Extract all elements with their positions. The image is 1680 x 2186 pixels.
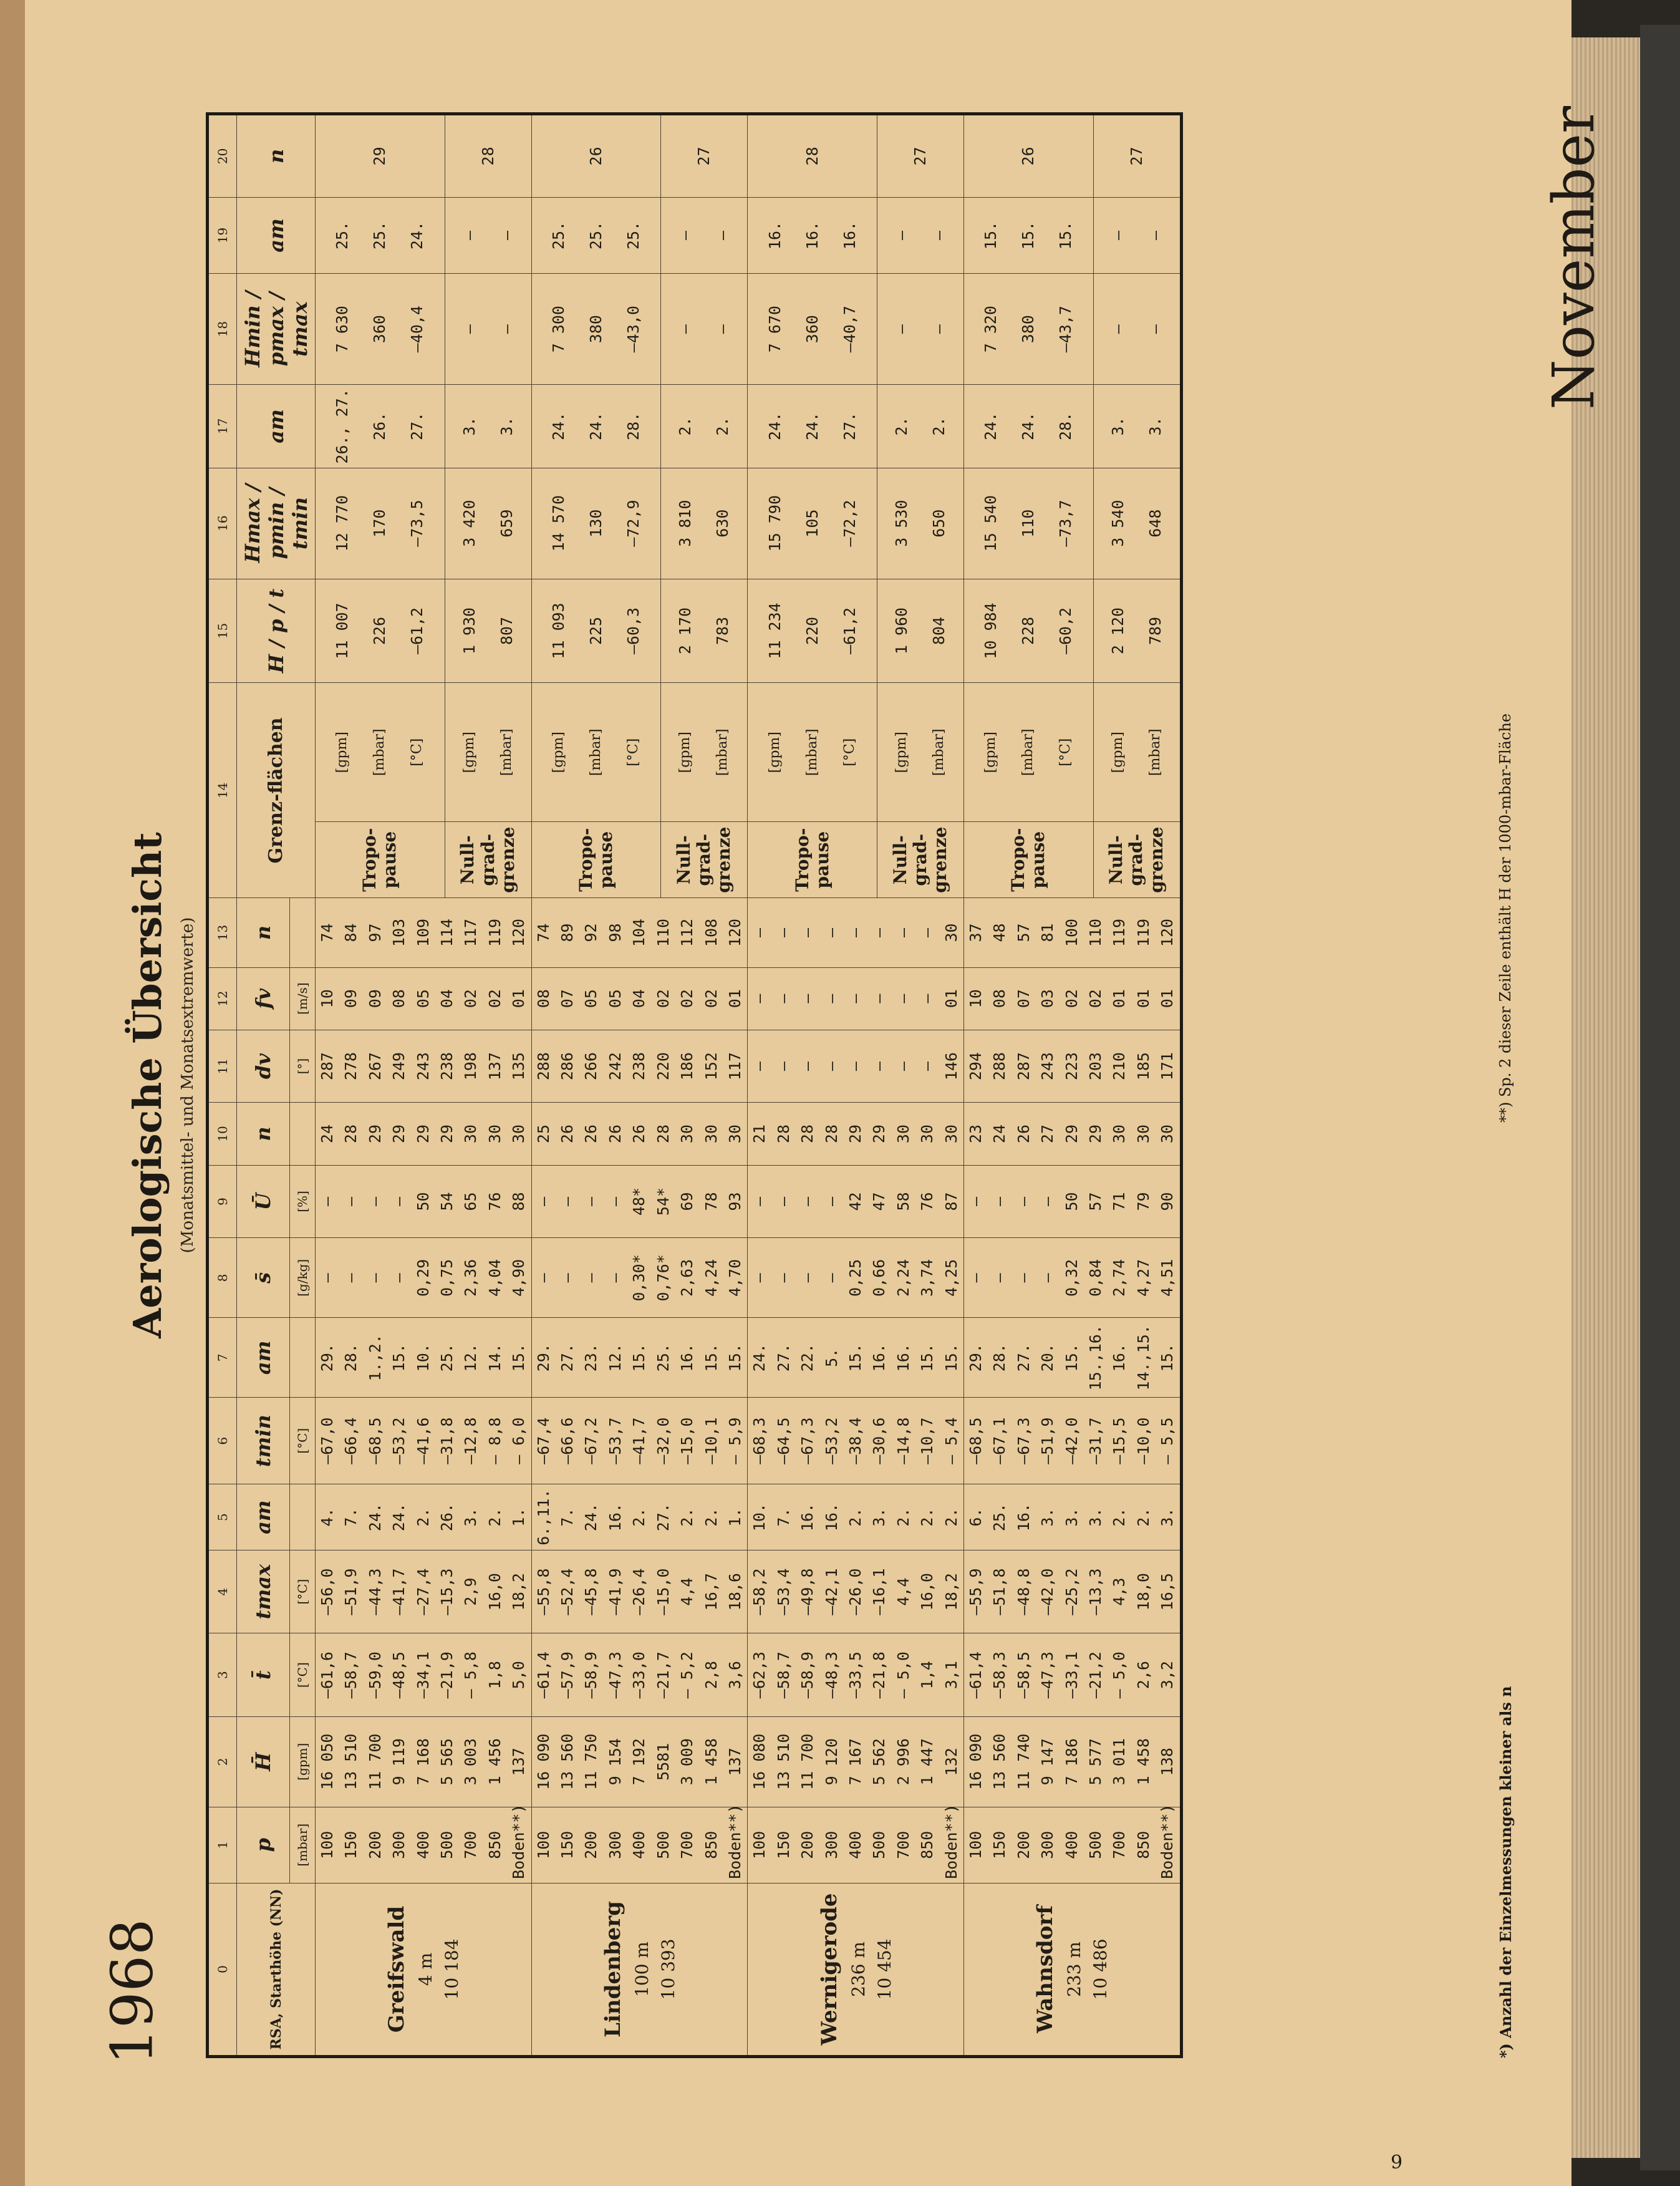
tropo-mean: 11 007 226 —61,2	[316, 579, 445, 683]
cell-tmin: —67,4 —66,6 —67,2 —53,7 —41,7 —32,0 —15,0 —10,1 — 5,9	[531, 1398, 748, 1484]
layer-null: Null-grad-grenze	[877, 821, 964, 897]
null-units: [gpm] [mbar]	[445, 683, 531, 822]
cell-s: — — — — 0,25 0,66 2,24 3,74 4,25	[748, 1238, 964, 1318]
tropo-mean: 11 093 225 —60,3	[531, 579, 661, 683]
cell-n: 21 28 28 28 29 29 30 30 30	[748, 1103, 964, 1165]
cell-t: —62,3 —58,7 —58,9 —48,3 —33,5 —21,8 — 5,0 1,4 3,1	[748, 1633, 964, 1716]
footnote-boden: **) Sp. 2 dieser Zeile enthält H der 1000-mbar-Fläche	[1497, 713, 1514, 1123]
page-number: 9	[1391, 2152, 1403, 2174]
cell-t: —61,4 —58,3 —58,5 —47,3 —33,1 —21,2 — 5,0 2,6 3,2	[963, 1633, 1181, 1716]
station-row	[531, 114, 661, 2057]
tropo-units: [gpm] [mbar] [°C]	[963, 683, 1093, 822]
tropo-am2: 25. 25. 24.	[316, 197, 445, 273]
tropo-max: 15 790 105 —72,2	[748, 468, 877, 579]
null-mean: 2 120 789	[1093, 579, 1181, 683]
tropo-am2: 25. 25. 25.	[531, 197, 661, 273]
null-max: 3 530 650	[877, 468, 964, 579]
null-min: — —	[445, 274, 531, 385]
null-min: — —	[661, 274, 748, 385]
station-row	[316, 114, 445, 2057]
null-n: 27	[877, 114, 964, 198]
layer-tropo: Tropo-pause	[748, 821, 877, 897]
layer-tropo: Tropo-pause	[316, 821, 445, 897]
tropo-min: 7 630 360 —40,4	[316, 274, 445, 385]
tropo-n: 26	[531, 114, 661, 198]
cell-fv: — — — — — — — — 01	[748, 967, 964, 1030]
page-subtitle: (Monatsmittel- und Monatsextremwerte)	[178, 917, 197, 1254]
cell-n2: 37 48 57 81 100 110 119 119 120	[963, 898, 1181, 967]
tropo-max: 12 770 170 —73,5	[316, 468, 445, 579]
station-id: 10 393	[657, 1938, 678, 2000]
column-header-row: RSA, Starthöhe (NN) p H̄ t̄ tmax am tmin am s̄ Ū n dv fv n Grenz-flächen H / p / t Hmax / pmin / tmin am Hmin / pmax / tmax am n	[237, 114, 290, 2057]
null-max: 3 540 648	[1093, 468, 1181, 579]
null-units: [gpm] [mbar]	[877, 683, 964, 822]
cell-tmin: —67,0 —66,4 —68,5 —53,2 —41,6 —31,8 —12,8 — 8,8 — 6,0	[316, 1398, 532, 1484]
cell-p: 100 150 200 300 400 500 700 850 Boden**)	[531, 1807, 748, 1883]
cell-s: — — — — 0,32 0,84 2,74 4,27 4,51	[963, 1238, 1181, 1318]
cell-am_max: 10. 7. 16. 16. 2. 3. 2. 2. 2.	[748, 1484, 964, 1550]
cell-am_max: 4. 7. 24. 24. 2. 26. 3. 2. 1.	[316, 1484, 532, 1550]
layer-null: Null-grad-grenze	[1093, 821, 1181, 897]
layer-null: Null-grad-grenze	[445, 821, 531, 897]
cell-H: 16 080 13 510 11 700 9 120 7 167 5 562 2 996 1 447 132	[748, 1716, 964, 1807]
cell-dv: — — — — — — — — 146	[748, 1030, 964, 1103]
cell-n2: — — — — — — — — 30	[748, 898, 964, 967]
tropo-am1: 24. 24. 28.	[963, 385, 1093, 468]
station-label: Wahnsdorf	[1033, 1905, 1058, 2033]
null-mean: 2 170 783	[661, 579, 748, 683]
unit-row: [mbar] [gpm] [°C] [°C] [°C] [g/kg] [%] [°] [m/s]	[290, 114, 316, 2057]
column-number-row: 0 1 2 3 4 5 6 7 8 9 10 11 12 13 14 15 16 17 18 19 20	[208, 114, 237, 2057]
null-n: 27	[661, 114, 748, 198]
tropo-units: [gpm] [mbar] [°C]	[748, 683, 877, 822]
footnote-anzahl: *) Anzahl der Einzelmessungen kleiner als n	[1497, 1686, 1515, 2058]
cell-am_max: 6. 25. 16. 3. 3. 3. 2. 2. 3.	[963, 1484, 1181, 1550]
null-max: 3 810 630	[661, 468, 748, 579]
station-label: Lindenberg	[600, 1901, 625, 2038]
cell-dv: 288 286 266 242 238 220 186 152 117	[531, 1030, 748, 1103]
cell-am_max: 6.,11. 7. 24. 16. 2. 27. 2. 2. 1.	[531, 1484, 748, 1550]
aerology-table	[206, 112, 1183, 2058]
tropo-am1: 24. 24. 28.	[531, 385, 661, 468]
null-am1: 2. 2.	[877, 385, 964, 468]
tropo-n: 29	[316, 114, 445, 198]
tropo-max: 15 540 110 —73,7	[963, 468, 1093, 579]
tropo-n: 26	[963, 114, 1093, 198]
cell-am_min: 24. 27. 22. 5. 15. 16. 16. 15. 15.	[748, 1318, 964, 1398]
cell-n2: 74 89 92 98 104 110 112 108 120	[531, 898, 748, 967]
cell-fv: 08 07 05 05 04 02 02 02 01	[531, 967, 748, 1030]
cell-s: — — — — 0,30* 0,76* 2,63 4,24 4,70	[531, 1238, 748, 1318]
null-am1: 3. 3.	[445, 385, 531, 468]
station-name	[963, 1883, 1181, 2056]
cell-fv: 10 08 07 03 02 02 01 01 01	[963, 967, 1181, 1030]
month-label: November	[1540, 106, 1607, 410]
cell-tmax: —58,2 —53,4 —49,8 —42,1 —26,0 —16,1 4,4 16,0 18,2	[748, 1550, 964, 1633]
tropo-am1: 24. 24. 27.	[748, 385, 877, 468]
tropo-min: 7 300 380 —43,0	[531, 274, 661, 385]
cell-tmax: —55,9 —51,8 —48,8 —42,0 —25,2 —13,3 4,3 18,0 16,5	[963, 1550, 1181, 1633]
tropo-am1: 26., 27. 26. 27.	[316, 385, 445, 468]
null-max: 3 420 659	[445, 468, 531, 579]
cell-tmin: —68,3 —64,5 —67,3 —53,2 —38,4 —30,6 —14,8 —10,7 — 5,4	[748, 1398, 964, 1484]
cell-H: 16 090 13 560 11 740 9 147 7 186 5 577 3 011 1 458 138	[963, 1716, 1181, 1807]
cell-n: 23 24 26 27 29 29 30 30 30	[963, 1103, 1181, 1165]
tropo-min: 7 320 380 —43,7	[963, 274, 1093, 385]
tropo-am2: 15. 15. 15.	[963, 197, 1093, 273]
station-row	[963, 114, 1093, 2057]
cell-am_min: 29. 28. 1.,2. 15. 10. 25. 12. 14. 15.	[316, 1318, 532, 1398]
layer-tropo: Tropo-pause	[531, 821, 661, 897]
cell-dv: 294 288 287 243 223 203 210 185 171	[963, 1030, 1181, 1103]
null-am1: 3. 3.	[1093, 385, 1181, 468]
cell-U: — — — — 50 54 65 76 88	[316, 1165, 532, 1238]
tropo-mean: 11 234 220 —61,2	[748, 579, 877, 683]
null-mean: 1 930 807	[445, 579, 531, 683]
layer-tropo: Tropo-pause	[963, 821, 1093, 897]
null-min: — —	[877, 274, 964, 385]
station-id: 10 486	[1090, 1938, 1111, 2000]
null-mean: 1 960 804	[877, 579, 964, 683]
station-height: 4 m	[415, 1952, 437, 1986]
tropo-mean: 10 984 228 —60,2	[963, 579, 1093, 683]
station-height: 236 m	[847, 1942, 869, 1997]
tropo-units: [gpm] [mbar] [°C]	[531, 683, 661, 822]
cell-H: 16 050 13 510 11 700 9 119 7 168 5 565 3 003 1 456 137	[316, 1716, 532, 1807]
null-am1: 2. 2.	[661, 385, 748, 468]
rotated-content	[125, 112, 1534, 2058]
tropo-units: [gpm] [mbar] [°C]	[316, 683, 445, 822]
station-label: Wernigerode	[816, 1893, 842, 2046]
tropo-am2: 16. 16. 16.	[748, 197, 877, 273]
cell-am_min: 29. 28. 27. 20. 15. 15.,16. 16. 14.,15. 15.	[963, 1318, 1181, 1398]
cell-p: 100 150 200 300 400 500 700 850 Boden**)	[748, 1807, 964, 1883]
cell-am_min: 29. 27. 23. 12. 15. 25. 16. 15. 15.	[531, 1318, 748, 1398]
left-page-edge	[0, 0, 25, 2186]
station-name	[316, 1883, 532, 2056]
cell-U: — — — — 48* 54* 69 78 93	[531, 1165, 748, 1238]
cell-tmax: —56,0 —51,9 —44,3 —41,7 —27,4 —15,3 2,9 16,0 18,2	[316, 1550, 532, 1633]
station-row	[748, 114, 877, 2057]
null-am2: — —	[1093, 197, 1181, 273]
cell-tmax: —55,8 —52,4 —45,8 —41,9 —26,4 —15,0 4,4 16,7 18,6	[531, 1550, 748, 1633]
cell-U: — — — — 50 57 71 79 90	[963, 1165, 1181, 1238]
null-am2: — —	[877, 197, 964, 273]
page-title: Aerologische Übersicht	[125, 832, 170, 1338]
year-label: 1968	[99, 1918, 166, 2065]
station-id: 10 454	[874, 1938, 895, 2000]
null-n: 28	[445, 114, 531, 198]
cell-t: —61,4 —57,9 —58,9 —47,3 —33,0 —21,7 — 5,2 2,8 3,6	[531, 1633, 748, 1716]
tropo-n: 28	[748, 114, 877, 198]
cell-n2: 74 84 97 103 109 114 117 119 120	[316, 898, 532, 967]
station-height: 233 m	[1064, 1942, 1085, 1997]
cell-p: 100 150 200 300 400 500 700 850 Boden**)	[316, 1807, 532, 1883]
null-units: [gpm] [mbar]	[661, 683, 748, 822]
cell-fv: 10 09 09 08 05 04 02 02 01	[316, 967, 532, 1030]
station-height: 100 m	[631, 1942, 652, 1997]
null-n: 27	[1093, 114, 1181, 198]
null-am2: — —	[661, 197, 748, 273]
null-units: [gpm] [mbar]	[1093, 683, 1181, 822]
tropo-min: 7 670 360 —40,7	[748, 274, 877, 385]
null-min: — —	[1093, 274, 1181, 385]
cell-dv: 287 278 267 249 243 238 198 137 135	[316, 1030, 532, 1103]
cell-n: 24 28 29 29 29 29 30 30 30	[316, 1103, 532, 1165]
cell-t: —61,6 —58,7 —59,0 —48,5 —34,1 —21,9 — 5,8 1,8 5,0	[316, 1633, 532, 1716]
book-cover	[1640, 25, 1680, 2170]
cell-H: 16 090 13 560 11 750 9 154 7 192 5581 3 009 1 458 137	[531, 1716, 748, 1807]
cell-tmin: —68,5 —67,1 —67,3 —51,9 —42,0 —31,7 —15,5 —10,0 — 5,5	[963, 1398, 1181, 1484]
cell-U: — — — — 42 47 58 76 87	[748, 1165, 964, 1238]
null-am2: — —	[445, 197, 531, 273]
tropo-max: 14 570 130 —72,9	[531, 468, 661, 579]
layer-null: Null-grad-grenze	[661, 821, 748, 897]
station-name	[748, 1883, 964, 2056]
cell-s: — — — — 0,29 0,75 2,36 4,04 4,90	[316, 1238, 532, 1318]
station-id: 10 184	[442, 1938, 463, 2000]
cell-n: 25 26 26 26 26 28 30 30 30	[531, 1103, 748, 1165]
cell-p: 100 150 200 300 400 500 700 850 Boden**)	[963, 1807, 1181, 1883]
station-name	[531, 1883, 748, 2056]
station-header: RSA, Starthöhe (NN)	[237, 1883, 316, 2056]
station-label: Greifswald	[384, 1905, 410, 2033]
